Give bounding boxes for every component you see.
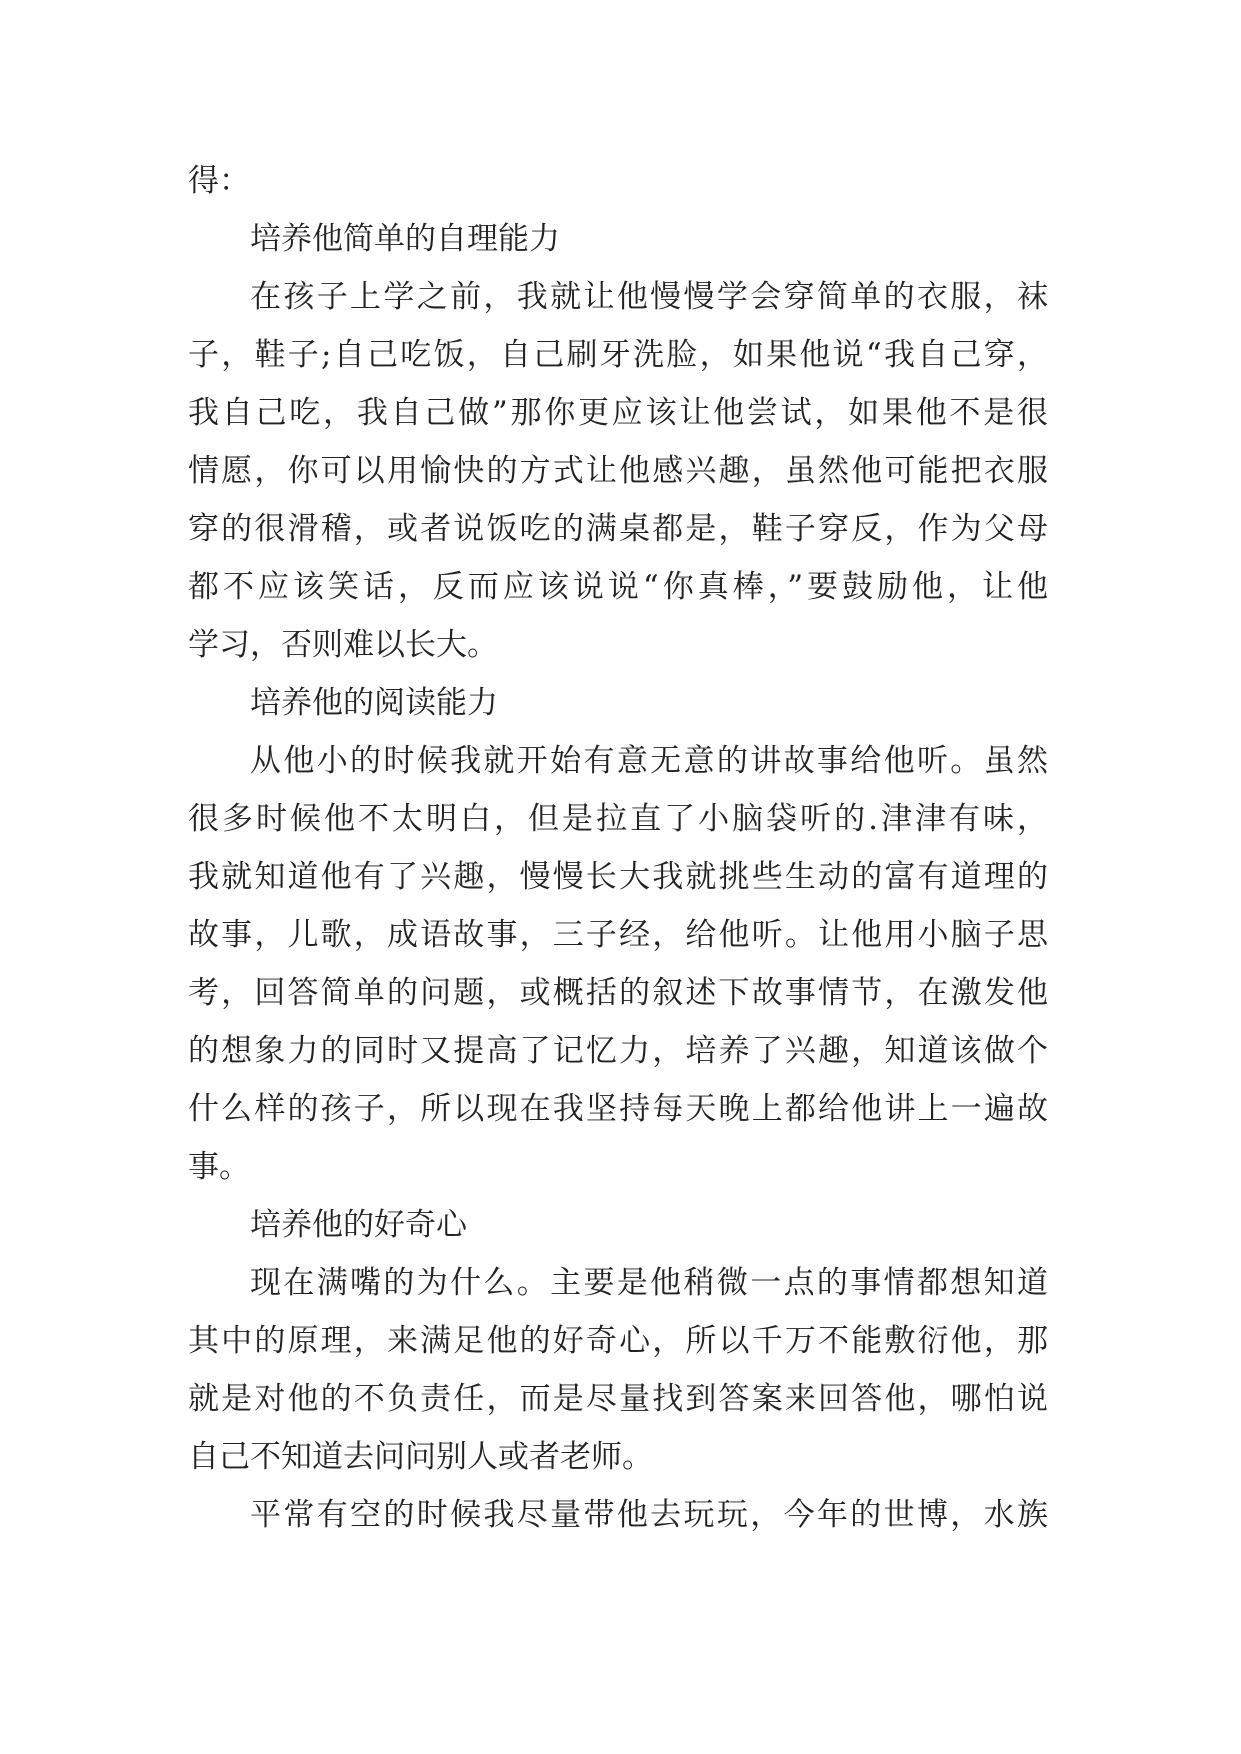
text-line: 平常有空的时候我尽量带他去玩玩，今年的世博，水族 — [250, 1497, 1048, 1533]
text-line: 考，回答简单的问题，或概括的叙述下故事情节，在激发他 — [188, 975, 1048, 1011]
document-body — [188, 152, 1048, 1544]
text-line: 培养他简单的自理能力 — [250, 221, 560, 257]
text-line: 学习，否则难以长大。 — [188, 627, 498, 663]
text-line: 都不应该笑话，反而应该说说“你真棒，”要鼓励他，让他 — [188, 569, 1048, 605]
text-line: 从他小的时候我就开始有意无意的讲故事给他听。虽然 — [250, 743, 1048, 779]
text-line: 我自己吃，我自己做”那你更应该让他尝试，如果他不是很 — [188, 395, 1048, 431]
text-line: 子，鞋子;自己吃饭，自己刷牙洗脸，如果他说“我自己穿， — [188, 337, 1048, 373]
text-line: 的想象力的同时又提高了记忆力，培养了兴趣，知道该做个 — [188, 1033, 1048, 1069]
text-line: 培养他的好奇心 — [250, 1207, 467, 1243]
text-line: 现在满嘴的为什么。主要是他稍微一点的事情都想知道 — [250, 1265, 1048, 1301]
text-line: 很多时候他不太明白，但是拉直了小脑袋听的.津津有味， — [188, 801, 1048, 837]
text-line: 故事，儿歌，成语故事，三子经，给他听。让他用小脑子思 — [188, 917, 1048, 953]
text-line: 情愿，你可以用愉快的方式让他感兴趣，虽然他可能把衣服 — [188, 453, 1048, 489]
text-line: 其中的原理，来满足他的好奇心，所以千万不能敷衍他，那 — [188, 1323, 1048, 1359]
text-line: 培养他的阅读能力 — [250, 685, 498, 721]
text-line: 穿的很滑稽，或者说饭吃的满桌都是，鞋子穿反，作为父母 — [188, 511, 1048, 547]
text-line: 就是对他的不负责任，而是尽量找到答案来回答他，哪怕说 — [188, 1381, 1048, 1417]
text-line: 我就知道他有了兴趣，慢慢长大我就挑些生动的富有道理的 — [188, 859, 1048, 895]
text-line: 事。 — [188, 1149, 250, 1185]
text-line: 什么样的孩子，所以现在我坚持每天晚上都给他讲上一遍故 — [188, 1091, 1048, 1127]
text-line: 自己不知道去问问别人或者老师。 — [188, 1439, 653, 1475]
text-line: 在孩子上学之前，我就让他慢慢学会穿简单的衣服，袜 — [250, 279, 1048, 315]
text-line: 得： — [188, 163, 250, 199]
